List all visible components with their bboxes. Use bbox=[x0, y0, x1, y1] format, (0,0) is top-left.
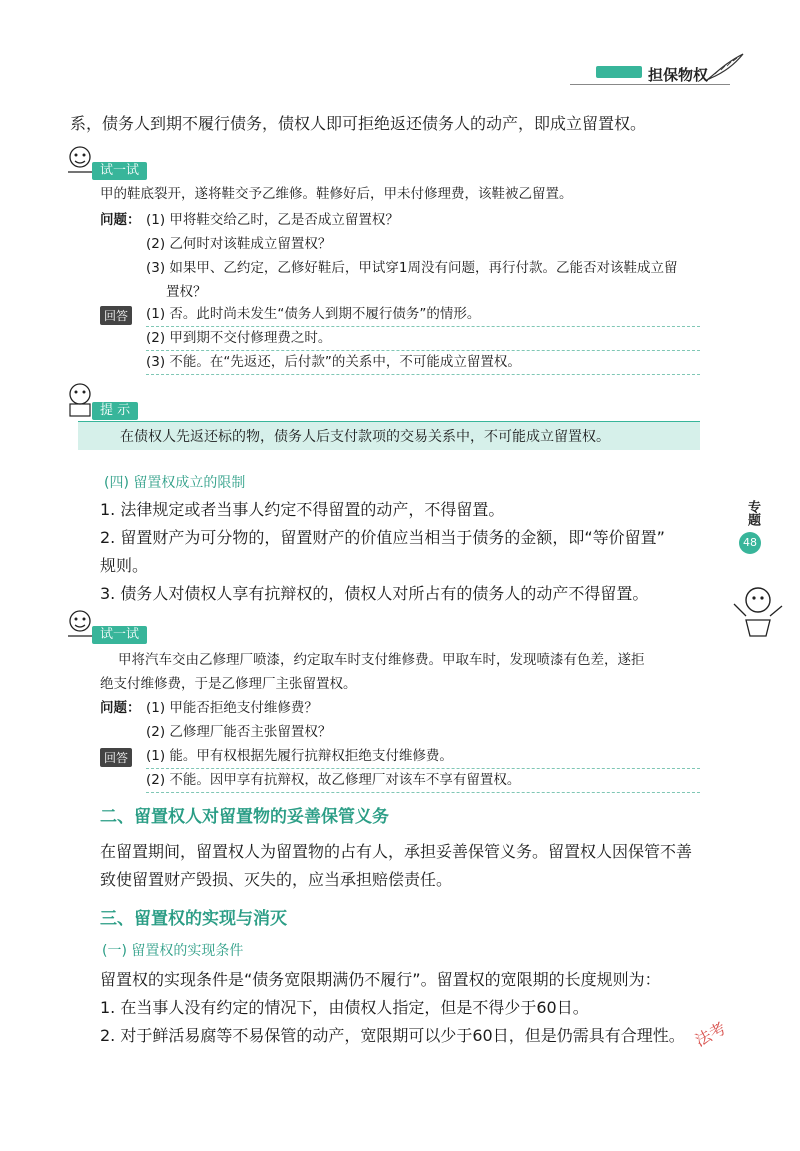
stamp-mark: 法考 bbox=[691, 1018, 730, 1051]
section-3-line-3: 2. 对于鲜活易腐等不易保管的动产，宽限期可以少于60日，但是仍需具有合理性。 bbox=[100, 1026, 685, 1045]
try1-answer-badge: 回答 bbox=[100, 306, 132, 325]
header-tag bbox=[596, 66, 642, 78]
try2-q2: (2) 乙修理厂能否主张留置权？ bbox=[146, 724, 332, 740]
try2-question-label: 问题： bbox=[100, 700, 141, 716]
try-banner-1: 试一试 bbox=[92, 162, 147, 180]
try-banner-2: 试一试 bbox=[92, 626, 147, 644]
try2-answer-badge: 回答 bbox=[100, 748, 132, 767]
feather-icon bbox=[705, 52, 745, 82]
section-3-title: 三、留置权的实现与消灭 bbox=[100, 909, 287, 929]
hint-banner: 提 示 bbox=[92, 402, 138, 420]
sec4-item-2-cont: 规则。 bbox=[100, 556, 149, 575]
try2-q1: (1) 甲能否拒绝支付维修费？ bbox=[146, 700, 318, 716]
sec4-title: (四) 留置权成立的限制 bbox=[104, 475, 246, 491]
section-2-p1: 在留置期间，留置权人为留置物的占有人，承担妥善保管义务。留置权人因保管不善 bbox=[100, 842, 693, 861]
try1-q3: (3) 如果甲、乙约定，乙修好鞋后，甲试穿1周没有问题，再行付款。乙能否对该鞋成立留 bbox=[146, 260, 678, 276]
try1-case: 甲的鞋底裂开，遂将鞋交予乙维修。鞋修好后，甲未付修理费，该鞋被乙留置。 bbox=[100, 186, 573, 202]
side-tab-label: 专题 bbox=[745, 500, 760, 526]
try2-case-2: 绝支付维修费，于是乙修理厂主张留置权。 bbox=[100, 676, 357, 692]
top-paragraph: 系，债务人到期不履行债务，债权人即可拒绝返还债务人的动产，即成立留置权。 bbox=[70, 114, 647, 133]
try1-q2: (2) 乙何时对该鞋成立留置权？ bbox=[146, 236, 332, 252]
mascot-side-icon bbox=[728, 580, 788, 640]
try1-q1: (1) 甲将鞋交给乙时，乙是否成立留置权？ bbox=[146, 212, 399, 228]
try2-a1: (1) 能。甲有权根据先履行抗辩权拒绝支付维修费。 bbox=[146, 744, 700, 769]
header-rule bbox=[570, 84, 730, 85]
section-3-sub: (一) 留置权的实现条件 bbox=[102, 943, 244, 959]
try2-case-1: 甲将汽车交由乙修理厂喷漆，约定取车时支付维修费。甲取车时，发现喷漆有色差，遂拒 bbox=[118, 652, 645, 668]
sec4-item-2: 2. 留置财产为可分物的，留置财产的价值应当相当于债务的金额，即“等价留置” bbox=[100, 528, 665, 547]
sec4-item-1: 1. 法律规定或者当事人约定不得留置的动产，不得留置。 bbox=[100, 500, 505, 519]
try1-a3: (3) 不能。在“先返还，后付款”的关系中，不可能成立留置权。 bbox=[146, 350, 700, 375]
try1-a2: (2) 甲到期不交付修理费之时。 bbox=[146, 326, 700, 351]
hint-text: 在债权人先返还标的物，债务人后支付款项的交易关系中，不可能成立留置权。 bbox=[120, 429, 610, 445]
header-title: 担保物权 bbox=[648, 66, 709, 84]
section-3-line-2: 1. 在当事人没有约定的情况下，由债权人指定，但是不得少于60日。 bbox=[100, 998, 589, 1017]
side-tab-number: 48 bbox=[739, 532, 761, 554]
section-3-line-1: 留置权的实现条件是“债务宽限期满仍不履行”。留置权的宽限期的长度规则为： bbox=[100, 970, 661, 989]
try2-a2: (2) 不能。因甲享有抗辩权，故乙修理厂对该车不享有留置权。 bbox=[146, 768, 700, 793]
try1-q3-cont: 置权？ bbox=[166, 284, 207, 300]
try1-question-label: 问题： bbox=[100, 212, 141, 228]
section-2-p2: 致使留置财产毁损、灭失的，应当承担赔偿责任。 bbox=[100, 870, 453, 889]
try1-a1: (1) 否。此时尚未发生“债务人到期不履行债务”的情形。 bbox=[146, 302, 700, 327]
sec4-item-3: 3. 债务人对债权人享有抗辩权的，债权人对所占有的债务人的动产不得留置。 bbox=[100, 584, 649, 603]
section-2-title: 二、留置权人对留置物的妥善保管义务 bbox=[100, 807, 389, 827]
